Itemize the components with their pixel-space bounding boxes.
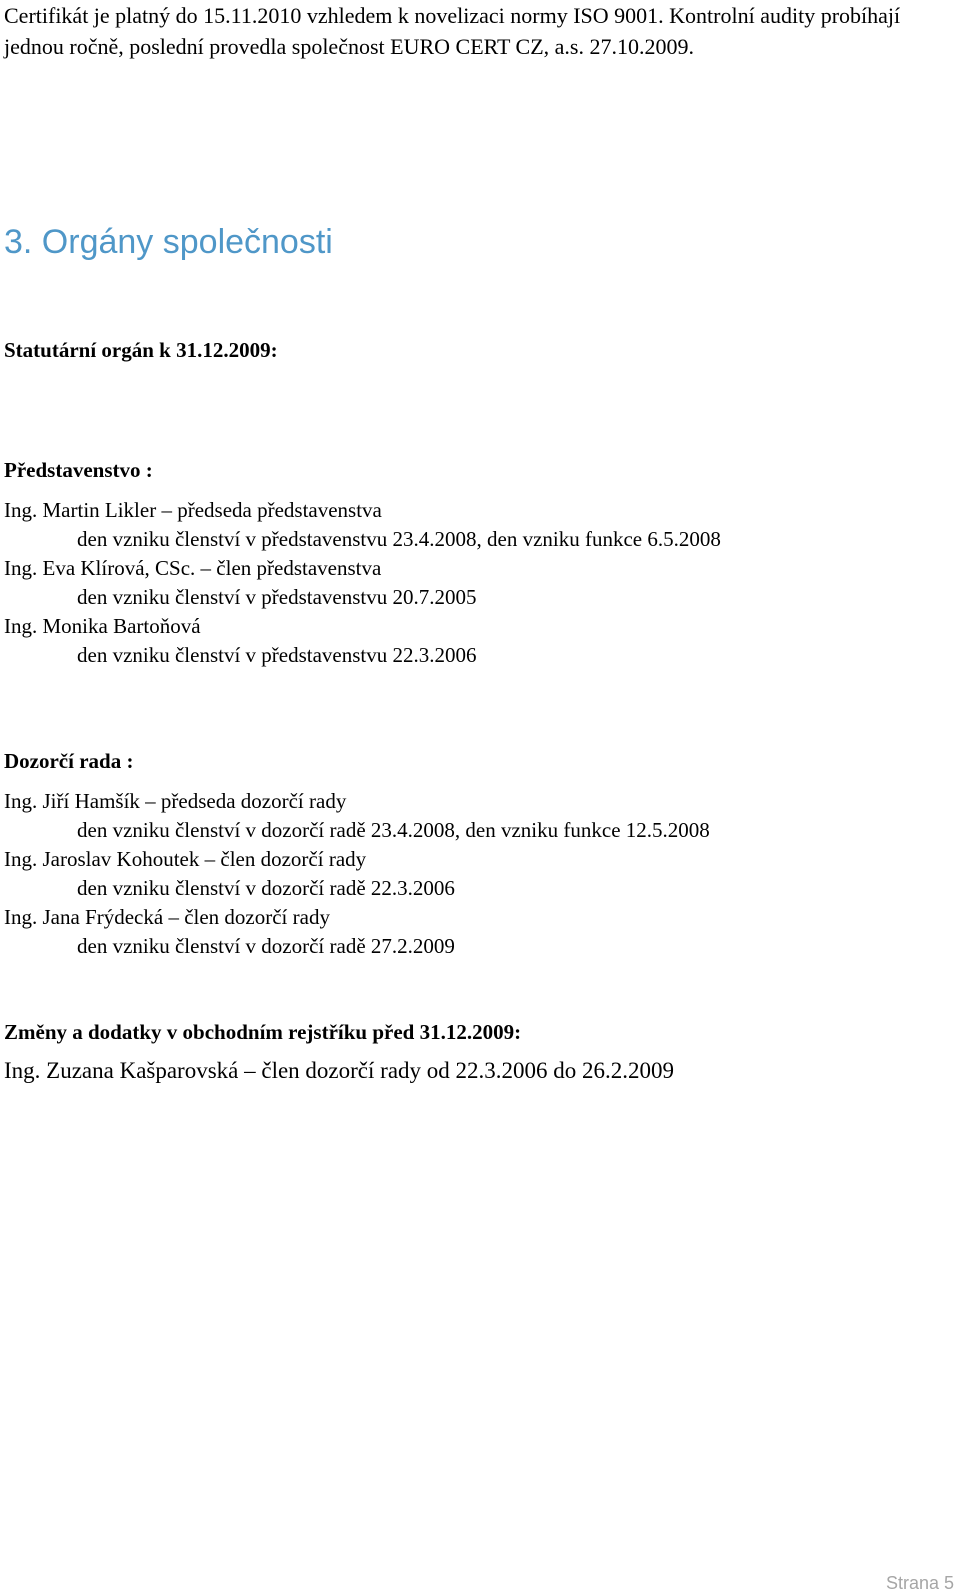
supervisory-member-detail: den vzniku členství v dozorčí radě 23.4.2008, den vzniku funkce 12.5.2008 — [77, 818, 710, 842]
section-title: 3. Orgány společnosti — [4, 223, 333, 261]
board-member-line: Ing. Martin Likler – předseda představenstva — [4, 498, 382, 522]
board-member-line: Ing. Eva Klírová, CSc. – člen představenstva — [4, 556, 382, 580]
changes-line: Ing. Zuzana Kašparovská – člen dozorčí rady od 22.3.2006 do 26.2.2009 — [4, 1058, 675, 1083]
supervisory-member-line: Ing. Jana Frýdecká – člen dozorčí rady — [4, 905, 330, 929]
supervisory-member-detail: den vzniku členství v dozorčí radě 22.3.2006 — [77, 876, 455, 900]
supervisory-member-detail: den vzniku členství v dozorčí radě 27.2.2009 — [77, 934, 455, 958]
supervisory-member-line: Ing. Jiří Hamšík – předseda dozorčí rady — [4, 789, 347, 813]
board-member-detail: den vzniku členství v představenstvu 20.7.2005 — [77, 585, 477, 609]
supervisory-member-line: Ing. Jaroslav Kohoutek – člen dozorčí rady — [4, 847, 367, 871]
board-heading: Představenstvo : — [4, 458, 153, 482]
statutory-heading: Statutární orgán k 31.12.2009: — [4, 338, 278, 362]
board-member-detail: den vzniku členství v představenstvu 23.4.2008, den vzniku funkce 6.5.2008 — [77, 527, 721, 551]
board-member-detail: den vzniku členství v představenstvu 22.3.2006 — [77, 643, 477, 667]
page-number: Strana 5 — [885, 1573, 954, 1593]
changes-heading: Změny a dodatky v obchodním rejstříku před 31.12.2009: — [4, 1020, 522, 1044]
supervisory-heading: Dozorčí rada : — [4, 749, 134, 773]
intro-paragraph: Certifikát je platný do 15.11.2010 vzhledem k novelizaci normy ISO 9001. Kontrolní audity probíhají jednou ročně, poslední provedla společnost EURO CERT CZ, a.s. 27.10.2009. — [4, 3, 901, 59]
board-member-line: Ing. Monika Bartoňová — [4, 614, 201, 638]
